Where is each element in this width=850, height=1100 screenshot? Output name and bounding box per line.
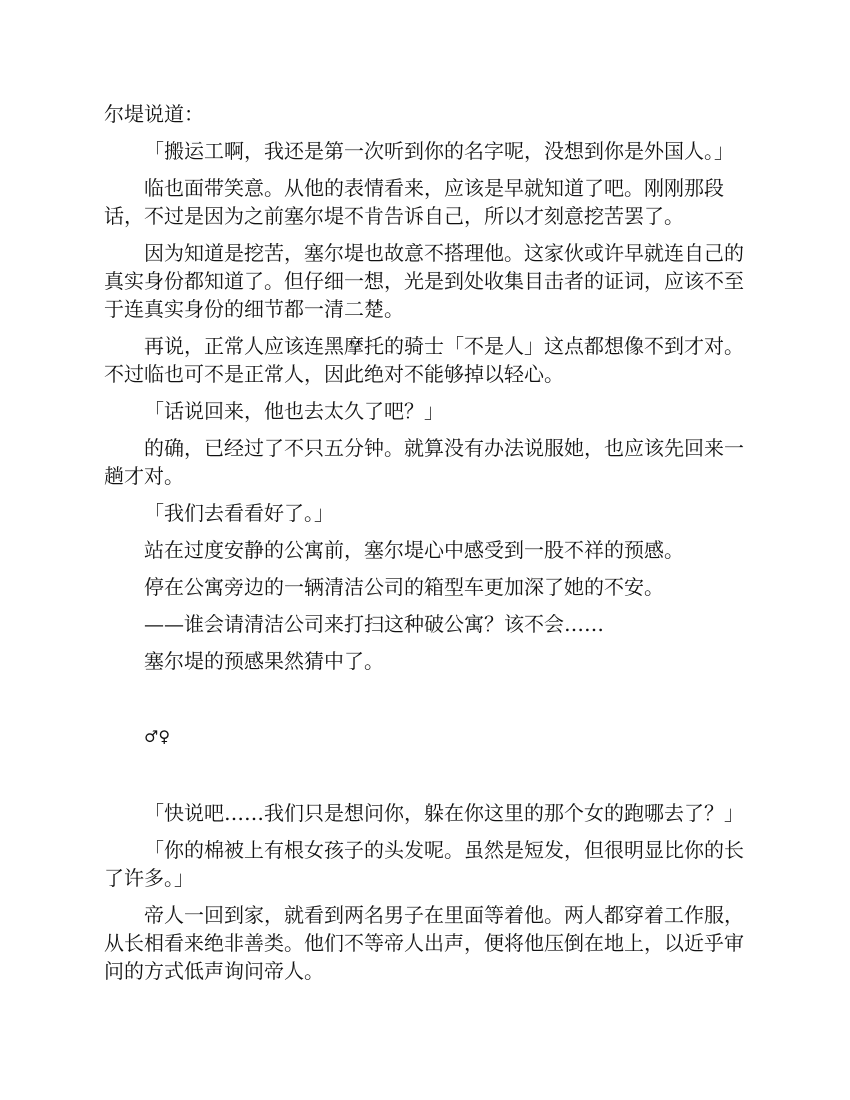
paragraph: 站在过度安静的公寓前，塞尔堤心中感受到一股不祥的预感。 [144,538,684,562]
paragraph: 因为知道是挖苦，塞尔堤也故意不搭理他。这家伙或许早就连自己的真实身份都知道了。但仔细一想，光是到处收集目击者的证词，应该不至于连真实身份的细节都一清二楚。 [104,241,744,321]
paragraph: 「快说吧……我们只是想问你，躲在你这里的那个女的跑哪去了？」 [144,801,744,825]
paragraph: 停在公寓旁边的一辆清洁公司的箱型车更加深了她的不安。 [144,575,664,599]
novel-text [104,100,748,994]
paragraph: 帝人一回到家，就看到两名男子在里面等着他。两人都穿着工作服，从长相看来绝非善类。他们不等帝人出声，便将他压倒在地上，以近乎审问的方式低声询问帝人。 [104,903,744,983]
paragraph: 「搬运工啊，我还是第一次听到你的名字呢，没想到你是外国人。」 [144,139,734,163]
paragraph: 「你的棉被上有根女孩子的头发呢。虽然是短发，但很明显比你的长了许多。」 [104,838,744,890]
paragraph: 「我们去看看好了。」 [144,501,334,525]
paragraph: 尔堤说道： [104,102,204,126]
paragraph: 塞尔堤的预感果然猜中了。 [144,649,384,673]
paragraph: 再说，正常人应该连黑摩托的骑士「不是人」这点都想像不到才对。不过临也可不是正常人，因此绝对不能够掉以轻心。 [104,334,744,386]
paragraph: 的确，已经过了不只五分钟。就算没有办法说服她，也应该先回来一趟才对。 [104,436,744,488]
paragraph: ——谁会请清洁公司来打扫这种破公寓？该不会…… [144,612,604,636]
scene-separator: ♂♀ [144,727,171,746]
paragraph: 「话说回来，他也去太久了吧？」 [144,399,444,423]
paragraph: 临也面带笑意。从他的表情看来，应该是早就知道了吧。刚刚那段话，不过是因为之前塞尔堤不肯告诉自己，所以才刻意挖苦罢了。 [104,176,724,228]
